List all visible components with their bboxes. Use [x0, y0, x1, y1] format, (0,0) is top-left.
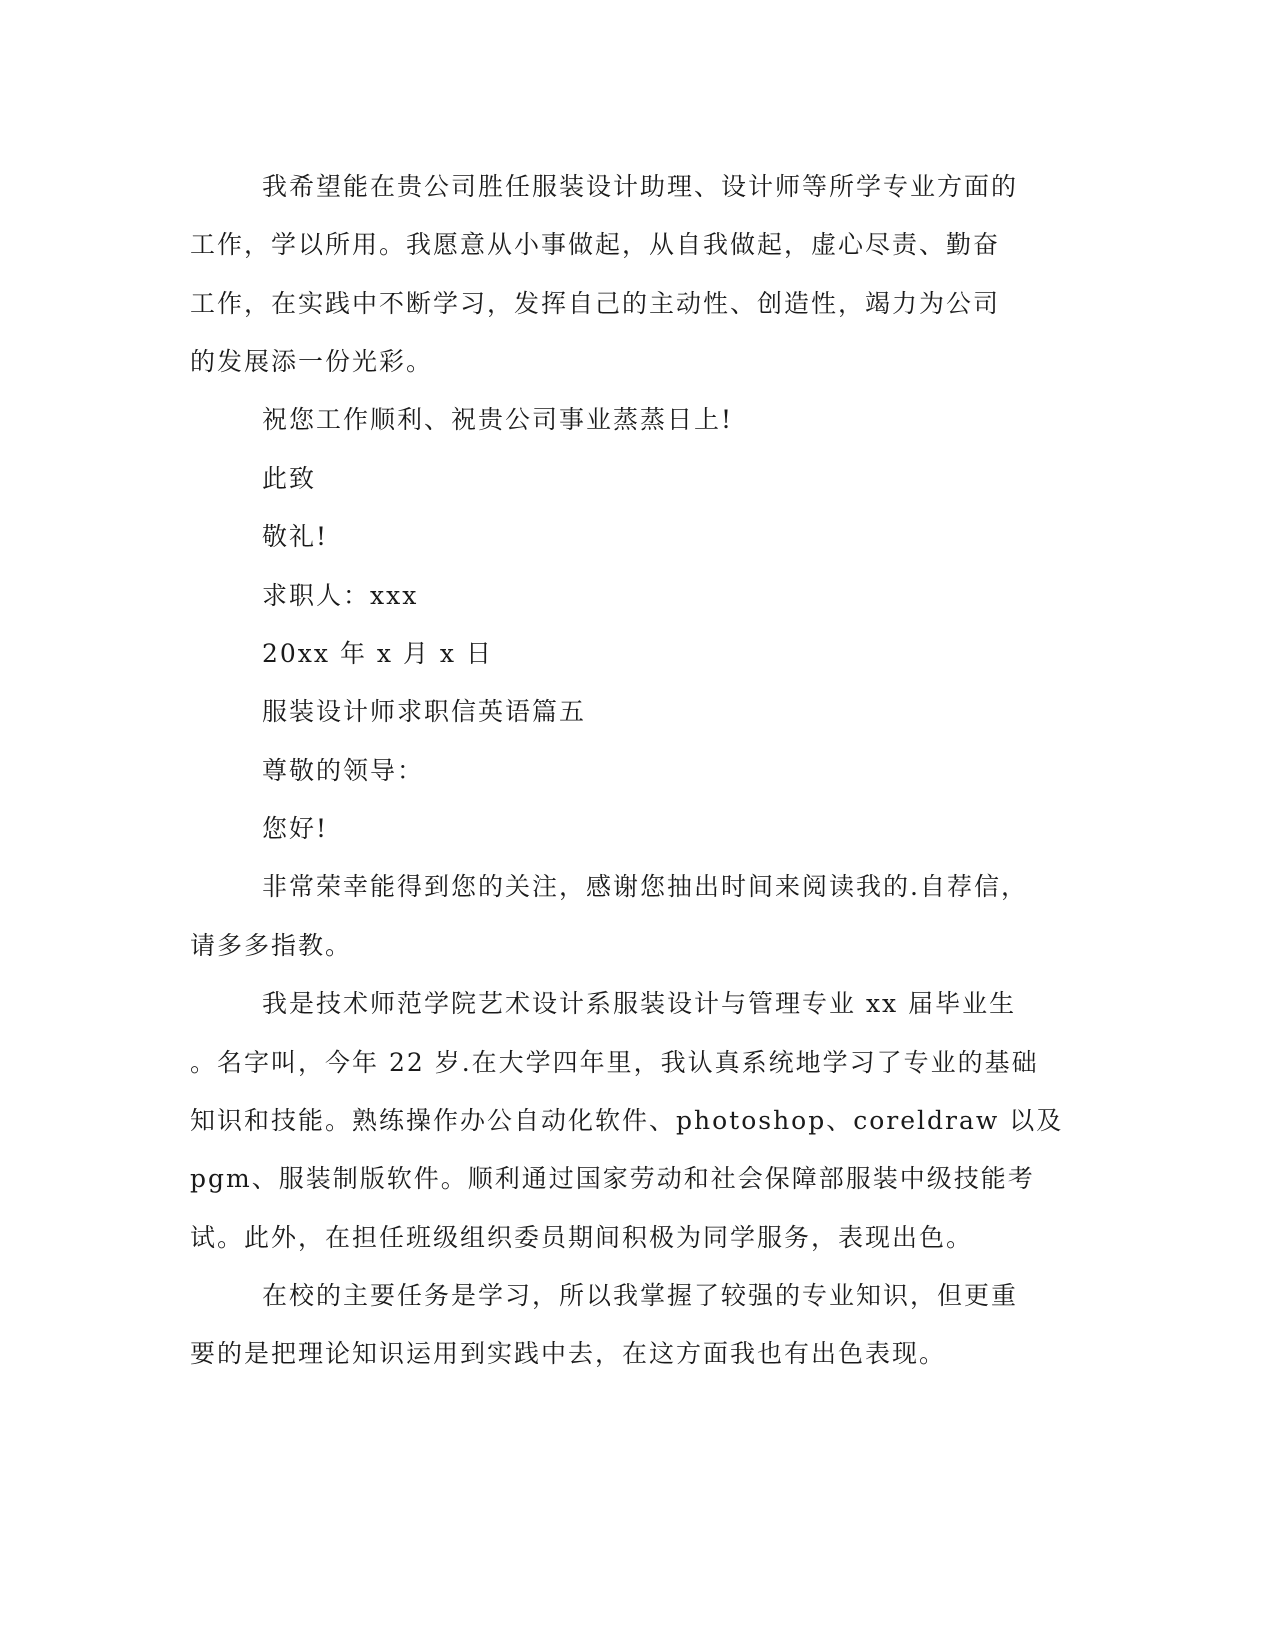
greeting-hello: 您好!: [262, 814, 329, 843]
paragraph-line: 工作，学以所用。我愿意从小事做起，从自我做起，虚心尽责、勤奋: [190, 230, 1001, 259]
paragraph-line: 请多多指教。: [190, 931, 353, 960]
paragraph-line: 非常荣幸能得到您的关注，感谢您抽出时间来阅读我的.自荐信，: [262, 872, 1028, 901]
paragraph-line: 。名字叫，今年 22 岁.在大学四年里，我认真系统地学习了专业的基础: [190, 1048, 1039, 1077]
paragraph-line: pgm、服装制版软件。顺利通过国家劳动和社会保障部服装中级技能考: [190, 1164, 1035, 1193]
signature-date: 20xx 年 x 月 x 日: [262, 639, 493, 668]
paragraph-line: 在校的主要任务是学习，所以我掌握了较强的专业知识，但更重: [262, 1281, 1019, 1310]
greeting-addressee: 尊敬的领导：: [262, 756, 425, 785]
paragraph-line: 要的是把理论知识运用到实践中去，在这方面我也有出色表现。: [190, 1339, 947, 1368]
signature-applicant: 求职人：xxx: [262, 581, 419, 610]
paragraph-line: 试。此外，在担任班级组织委员期间积极为同学服务，表现出色。: [190, 1223, 974, 1252]
closing-wish: 祝您工作顺利、祝贵公司事业蒸蒸日上!: [262, 405, 734, 434]
paragraph-line: 知识和技能。熟练操作办公自动化软件、photoshop、coreldraw 以及: [190, 1106, 1064, 1135]
closing-salutation: 此致: [262, 464, 317, 493]
paragraph-line: 我是技术师范学院艺术设计系服装设计与管理专业 xx 届毕业生: [262, 989, 1017, 1018]
section-heading: 服装设计师求职信英语篇五: [262, 697, 587, 726]
closing-regards: 敬礼!: [262, 522, 329, 551]
paragraph-line: 工作，在实践中不断学习，发挥自己的主动性、创造性，竭力为公司: [190, 289, 1001, 318]
paragraph-line: 的发展添一份光彩。: [190, 347, 434, 376]
paragraph-line: 我希望能在贵公司胜任服装设计助理、设计师等所学专业方面的: [262, 172, 1019, 201]
